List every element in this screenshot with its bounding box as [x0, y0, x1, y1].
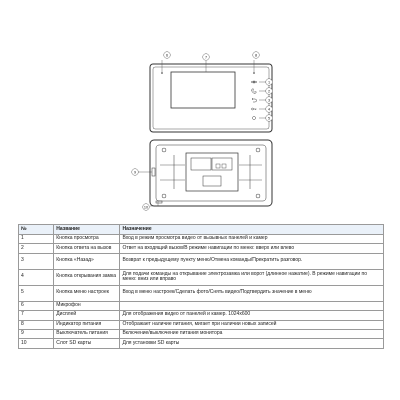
row-name: Индикатор питания [54, 320, 120, 329]
row-name: Дисплей [54, 311, 120, 320]
row-description: Вход в меню настроек/Сделать фото/Снять видео/Подтвердить значение в меню [120, 285, 384, 301]
callout-6: 6 [165, 53, 169, 58]
row-number: 3 [19, 253, 54, 269]
row-description: Включение/выключение питания монитора [120, 329, 384, 338]
row-name: Слот SD карты [54, 339, 120, 348]
row-description: Для подачи команды на открывание электрозамка или ворот (длинное нажатие). В режиме навигации по меню: вниз или вправо [120, 269, 384, 285]
row-number: 9 [19, 329, 54, 338]
header-number: № [19, 225, 54, 235]
row-description: Возврат к предыдущему пункту меню/Отмена команды/Прекратить разговор. [120, 253, 384, 269]
row-number: 2 [19, 244, 54, 253]
row-name: Кнопка ответа на вызов [54, 244, 120, 253]
table-row [19, 311, 384, 320]
row-number: 10 [19, 339, 54, 348]
callout-7: 7 [204, 55, 208, 60]
header-purpose: Назначение [120, 225, 384, 235]
table-row [19, 269, 384, 285]
table-header-row [19, 225, 384, 235]
row-name: Кнопка просмотра [54, 235, 120, 244]
table-row [19, 329, 384, 338]
table-row [19, 253, 384, 269]
monitor-rear-view [150, 140, 272, 206]
power-switch [152, 168, 155, 176]
row-description: Для отображения видео от панелей и камер. 1024х600 [120, 311, 384, 320]
row-name: Кнопка «Назад» [54, 253, 120, 269]
row-number: 4 [19, 269, 54, 285]
row-number: 6 [19, 301, 54, 310]
row-description: Отображает наличие питания, мигает при наличии новых записей [120, 320, 384, 329]
display-screen [171, 72, 235, 108]
sd-card-slot [156, 201, 162, 203]
table-row [19, 235, 384, 244]
row-description [120, 301, 384, 310]
row-number: 7 [19, 311, 54, 320]
table-row [19, 301, 384, 310]
row-description: Для установки SD карты [120, 339, 384, 348]
callout-5: 5 [267, 116, 271, 121]
header-name: Название [54, 225, 120, 235]
row-description: Ответ на входящий вызов/В режиме навигации по меню: вверх или влево [120, 244, 384, 253]
callout-1: 1 [267, 80, 271, 85]
callout-10: 10 [143, 205, 149, 210]
monitor-front-view [150, 64, 272, 132]
row-name: Выключатель питания [54, 329, 120, 338]
row-name: Микрофон [54, 301, 120, 310]
row-description: Вход в режим просмотра видео от вызывных панелей и камер [120, 235, 384, 244]
row-number: 5 [19, 285, 54, 301]
row-number: 8 [19, 320, 54, 329]
row-name: Кнопка открывания замка [54, 269, 120, 285]
table-row [19, 320, 384, 329]
table-row [19, 339, 384, 348]
callout-9: 9 [133, 170, 137, 175]
callout-3: 3 [267, 98, 271, 103]
table-row [19, 285, 384, 301]
callout-2: 2 [267, 89, 271, 94]
spec-table [18, 224, 384, 349]
callout-8: 8 [254, 53, 258, 58]
callout-4: 4 [267, 107, 271, 112]
table-row [19, 244, 384, 253]
row-number: 1 [19, 235, 54, 244]
row-name: Кнопка меню настроек [54, 285, 120, 301]
